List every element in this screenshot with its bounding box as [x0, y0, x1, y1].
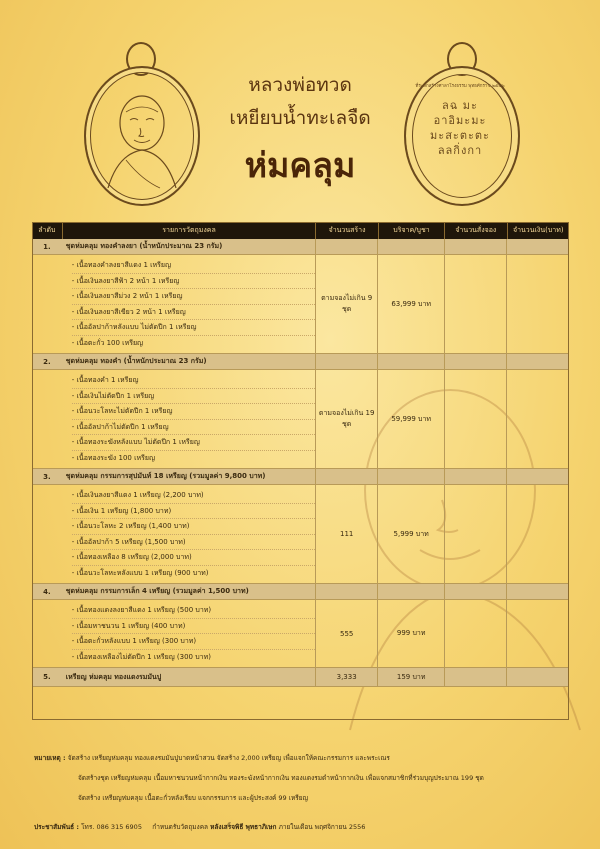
order-cell[interactable] [444, 668, 507, 686]
table-section [32, 469, 569, 584]
section-body [32, 370, 569, 469]
note-line: จัดสร้างชุด เหรียญห่มคลุม เนื้อมหาชนวนหน้ากากเงิน ทองระฆังหน้ากากเงิน ทองแดงรมดำหน้ากากเงิน เพื่อแจกสมาชิกที่ร่วมบุญประมาณ 199 ชุด [78, 774, 484, 782]
header-no: ลำดับ [32, 222, 63, 239]
yant-line: อาอิมะมะ [433, 114, 487, 127]
price-cell: 5,999 บาท [377, 485, 444, 583]
section-header [32, 584, 569, 600]
contact-label: ประชาสัมพันธ์ : [34, 823, 79, 831]
section-header [32, 668, 569, 687]
contact-tail: ภายในเดือน พฤศจิกายน 2556 [278, 823, 366, 831]
item-list [62, 255, 315, 353]
section-title: ชุดห่มคลุม กรรมการเล็ก 4 เหรียญ (รวมมูลค่า 1,500 บาท) [65, 587, 249, 595]
price-cell: 159 บาท [377, 668, 444, 686]
contact-text: กำหนดรับวัตถุมงคล [152, 823, 209, 831]
yant-line: ลฉ มะ [442, 99, 478, 112]
price-cell: 63,999 บาท [377, 255, 444, 353]
section-header [32, 354, 569, 370]
list-item: - เนื้อทองคำลงยาสีแดง 1 เหรียญ [72, 258, 315, 274]
amount-cell[interactable] [506, 668, 569, 686]
amulet-ring-text: ที่ระลึกสร้างศาลาโรงธรรม พุทธศักราช ๒๕๕๖ [415, 84, 505, 89]
list-item: - เนื้อทองระฆังหลังแบบ ไม่ตัดปีก 1 เหรียญ [72, 435, 315, 451]
contact-bold: หลังเสร็จพิธี พุทธาภิเษก [210, 823, 277, 831]
note-line: จัดสร้าง เหรียญห่มคลุม เนื้อตะกั่วหลังเรียบ แจกกรรมการ และผู้ประสงค์ 99 เหรียญ [78, 794, 309, 802]
table-section [32, 584, 569, 668]
item-list [62, 485, 315, 583]
list-item: - เนื้อเงินลงยาสีเขียว 2 หน้า 1 เหรียญ [72, 305, 315, 321]
list-item: - เนื้อทองเหลือง 8 เหรียญ (2,000 บาท) [72, 550, 315, 566]
order-cell[interactable] [444, 600, 507, 667]
price-table [32, 222, 569, 687]
section-header [32, 469, 569, 485]
item-list [62, 600, 315, 667]
amulet-yant-text [428, 98, 492, 158]
section-body [32, 600, 569, 668]
list-item: - เนื้อนวะโลหะหลังแบบ 1 เหรียญ (900 บาท) [71, 568, 209, 577]
list-item: - เนื้อทองคำ 1 เหรียญ [72, 373, 315, 389]
table-section [32, 354, 569, 469]
list-item: - เนื้อนวะโลหะไม่ตัดปีก 1 เหรียญ [72, 404, 315, 420]
title-line-1: หลวงพ่อทวด [248, 74, 352, 96]
list-item: - เนื้อเงินลงยาสีม่วง 2 หน้า 1 เหรียญ [72, 289, 315, 305]
amount-cell[interactable] [506, 370, 569, 468]
title-line-2: เหยียบน้ำทะเลจืด [229, 107, 371, 129]
yant-line: มะสะตะตะ [430, 129, 490, 142]
section-body [32, 255, 569, 354]
note-line [34, 748, 574, 768]
header-price: บริจาค/บูชา [379, 222, 445, 239]
list-item: - เนื้อมหาชนวน 1 เหรียญ (400 บาท) [72, 619, 315, 635]
order-cell[interactable] [444, 370, 507, 468]
section-no: 3. [43, 472, 51, 481]
quantity-cell: ตามจองไม่เกิน 19 ชุด [315, 370, 378, 468]
section-no: 4. [43, 587, 51, 596]
list-item: - เนื้อทองระฆัง 100 เหรียญ [71, 453, 155, 462]
quantity-cell: 555 [315, 600, 378, 667]
header-amount: จำนวนเงิน(บาท) [512, 226, 564, 234]
price-cell: 999 บาท [377, 600, 444, 667]
amount-cell[interactable] [506, 255, 569, 353]
section-title: ชุดห่มคลุม ทองคำ (น้ำหนักประมาณ 23 กรัม) [65, 357, 207, 365]
amount-cell[interactable] [506, 485, 569, 583]
section-header [32, 239, 569, 255]
list-item: - เนื้อตะกั่ว 100 เหรียญ [71, 338, 144, 347]
section-no: 2. [43, 357, 51, 366]
list-item: - เนื้ออัลปาก้าไม่ตัดปีก 1 เหรียญ [72, 420, 315, 436]
order-cell[interactable] [444, 255, 507, 353]
section-title: เหรียญ ห่มคลุม ทองแดงรมมันปู [65, 672, 162, 681]
item-list [62, 370, 315, 468]
list-item: - เนื้ออัลปาก้าหลังแบบ ไม่ตัดปีก 1 เหรียญ [72, 320, 315, 336]
list-item: - เนื้อเงินลงยาสีฟ้า 2 หน้า 1 เหรียญ [72, 274, 315, 290]
list-item: - เนื้อเงิน 1 เหรียญ (1,800 บาท) [72, 504, 315, 520]
price-cell: 59,999 บาท [377, 370, 444, 468]
section-title: ชุดห่มคลุม ทองคำลงยา (น้ำหนักประมาณ 23 กรัม) [65, 242, 223, 250]
list-item: - เนื้อทองเหลืองไม่ตัดปีก 1 เหรียญ (300 บาท) [71, 652, 211, 661]
quantity-cell: 111 [315, 485, 378, 583]
monk-portrait-icon [86, 68, 198, 204]
list-item: - เนื้อเงินลงยาสีแดง 1 เหรียญ (2,200 บาท) [72, 488, 315, 504]
amulet-front-image [84, 66, 200, 206]
header-quantity: จำนวนสร้าง [316, 222, 378, 239]
title-line-3: ห่มคลุม [244, 146, 356, 186]
quantity-cell: 3,333 [315, 668, 378, 686]
section-no: 1. [43, 242, 51, 251]
amount-cell[interactable] [506, 600, 569, 667]
order-cell[interactable] [444, 485, 507, 583]
yant-line: ลลกิ่งกา [437, 144, 483, 157]
list-item: - เนื้อตะกั่วหลังแบบ 1 เหรียญ (300 บาท) [72, 634, 315, 650]
list-item: - เนื้ออัลปาก้า 5 เหรียญ (1,500 บาท) [72, 535, 315, 551]
quantity-cell: ตามจองไม่เกิน 9 ชุด [315, 255, 378, 353]
table-section [32, 668, 569, 687]
list-item: - เนื้อทองแดงลงยาสีแดง 1 เหรียญ (500 บาท) [72, 603, 315, 619]
table-section [32, 239, 569, 354]
note-text: จัดสร้าง เหรียญห่มคลุม ทองแดงรมมันปูบาดหน้าสวน จัดสร้าง 2,000 เหรียญ เพื่อแจกให้คณะกรรมการ และพระเณร [67, 754, 390, 762]
section-no: 5. [43, 673, 51, 681]
table-header [32, 222, 569, 239]
list-item: - เนื้อนวะโลหะ 2 เหรียญ (1,400 บาท) [72, 519, 315, 535]
header-order: จำนวนสั่งจอง [445, 222, 507, 239]
header [0, 0, 600, 215]
notes-label: หมายเหตุ : [34, 754, 66, 762]
contact-phone[interactable]: โทร. 086 315 6905 [81, 823, 142, 831]
notes [34, 748, 574, 808]
section-title: ชุดห่มคลุม กรรมการสุปมันท์ 18 เหรียญ (รวมมูลค่า 9,800 บาท) [65, 472, 266, 480]
section-body [32, 485, 569, 584]
header-item: รายการวัตถุมงคล [63, 222, 317, 239]
list-item: - เนื้อเงินไม่ตัดปีก 1 เหรียญ [72, 389, 315, 405]
contact-line [34, 822, 574, 832]
